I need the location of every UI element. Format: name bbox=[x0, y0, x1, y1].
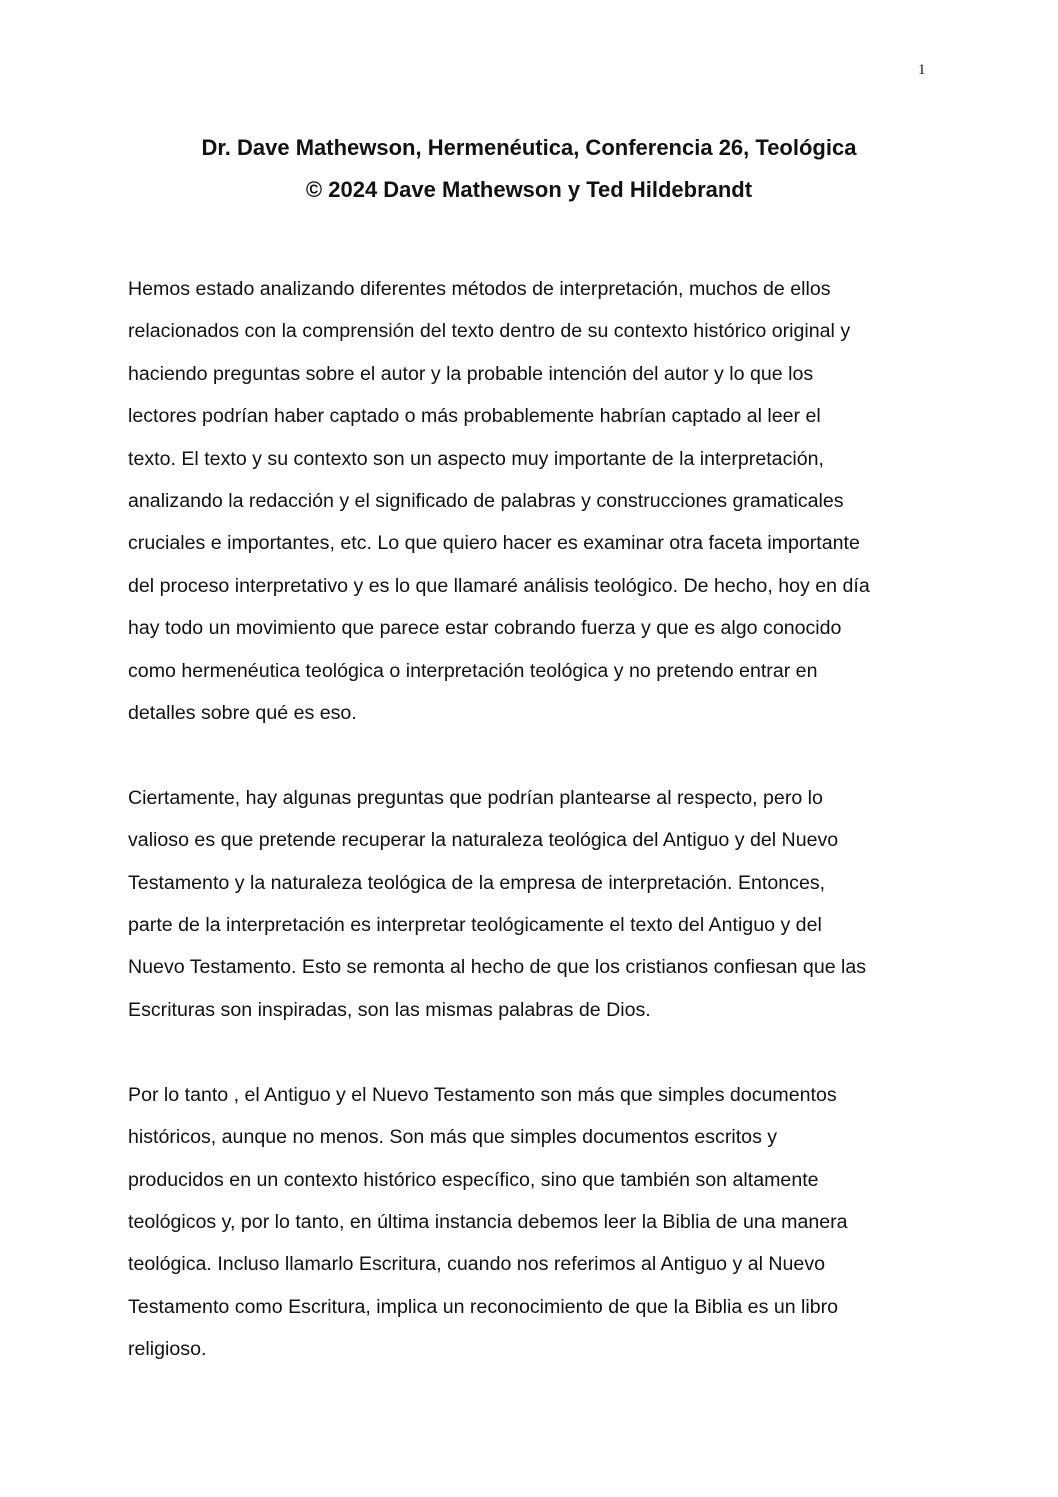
title-line: Dr. Dave Mathewson, Hermenéutica, Conferencia 26, Teológica bbox=[201, 135, 857, 160]
paragraph-2 bbox=[128, 777, 940, 1031]
text-line: lectores podrían haber captado o más probablemente habrían captado al leer el bbox=[128, 405, 821, 428]
paragraph-1 bbox=[128, 268, 940, 734]
text-line: parte de la interpretación es interpretar teológicamente el texto del Antiguo y del bbox=[128, 914, 822, 937]
text-line: Testamento como Escritura, implica un reconocimiento de que la Biblia es un libro bbox=[128, 1295, 839, 1318]
text-line: Escrituras son inspiradas, son las mismas palabras de Dios. bbox=[128, 998, 651, 1021]
copyright-line: © 2024 Dave Mathewson y Ted Hildebrandt bbox=[305, 177, 753, 202]
text-line: analizando la redacción y el significado de palabras y construcciones gramaticales bbox=[128, 490, 844, 513]
text-line: haciendo preguntas sobre el autor y la probable intención del autor y lo que los bbox=[128, 362, 814, 385]
text-line: históricos, aunque no menos. Son más que simples documentos escritos y bbox=[128, 1126, 778, 1149]
text-line: Por lo tanto , el Antiguo y el Nuevo Testamento son más que simples documentos bbox=[128, 1083, 837, 1106]
text-line: teológica. Incluso llamarlo Escritura, cuando nos referimos al Antiguo y al Nuevo bbox=[128, 1253, 826, 1276]
text-line: detalles sobre qué es eso. bbox=[128, 702, 357, 725]
text-line: hay todo un movimiento que parece estar cobrando fuerza y que es algo conocido bbox=[128, 617, 842, 640]
text-line: Nuevo Testamento. Esto se remonta al hecho de que los cristianos confiesan que las bbox=[128, 956, 867, 979]
text-line: relacionados con la comprensión del texto dentro de su contexto histórico original y bbox=[128, 320, 851, 343]
text-line: Ciertamente, hay algunas preguntas que podrían plantearse al respecto, pero lo bbox=[128, 786, 823, 809]
text-line: como hermenéutica teológica o interpretación teológica y no pretendo entrar en bbox=[128, 659, 818, 682]
page-number: 1 bbox=[918, 62, 926, 78]
text-line: Hemos estado analizando diferentes métodos de interpretación, muchos de ellos bbox=[128, 278, 831, 300]
document-title bbox=[0, 127, 1058, 211]
text-line: teológicos y, por lo tanto, en última instancia debemos leer la Biblia de una manera bbox=[128, 1210, 848, 1233]
text-line: cruciales e importantes, etc. Lo que quiero hacer es examinar otra faceta importante bbox=[128, 532, 860, 555]
text-line: del proceso interpretativo y es lo que llamaré análisis teológico. De hecho, hoy en día bbox=[128, 574, 870, 597]
text-line: valioso es que pretende recuperar la naturaleza teológica del Antiguo y del Nuevo bbox=[128, 829, 839, 852]
text-line: producidos en un contexto histórico específico, sino que también son altamente bbox=[128, 1168, 819, 1191]
text-line: Testamento y la naturaleza teológica de la empresa de interpretación. Entonces, bbox=[128, 871, 826, 894]
document-body bbox=[128, 268, 940, 1413]
paragraph-3 bbox=[128, 1074, 940, 1371]
text-line: religioso. bbox=[128, 1338, 207, 1361]
text-line: texto. El texto y su contexto son un aspecto muy importante de la interpretación, bbox=[128, 447, 824, 470]
